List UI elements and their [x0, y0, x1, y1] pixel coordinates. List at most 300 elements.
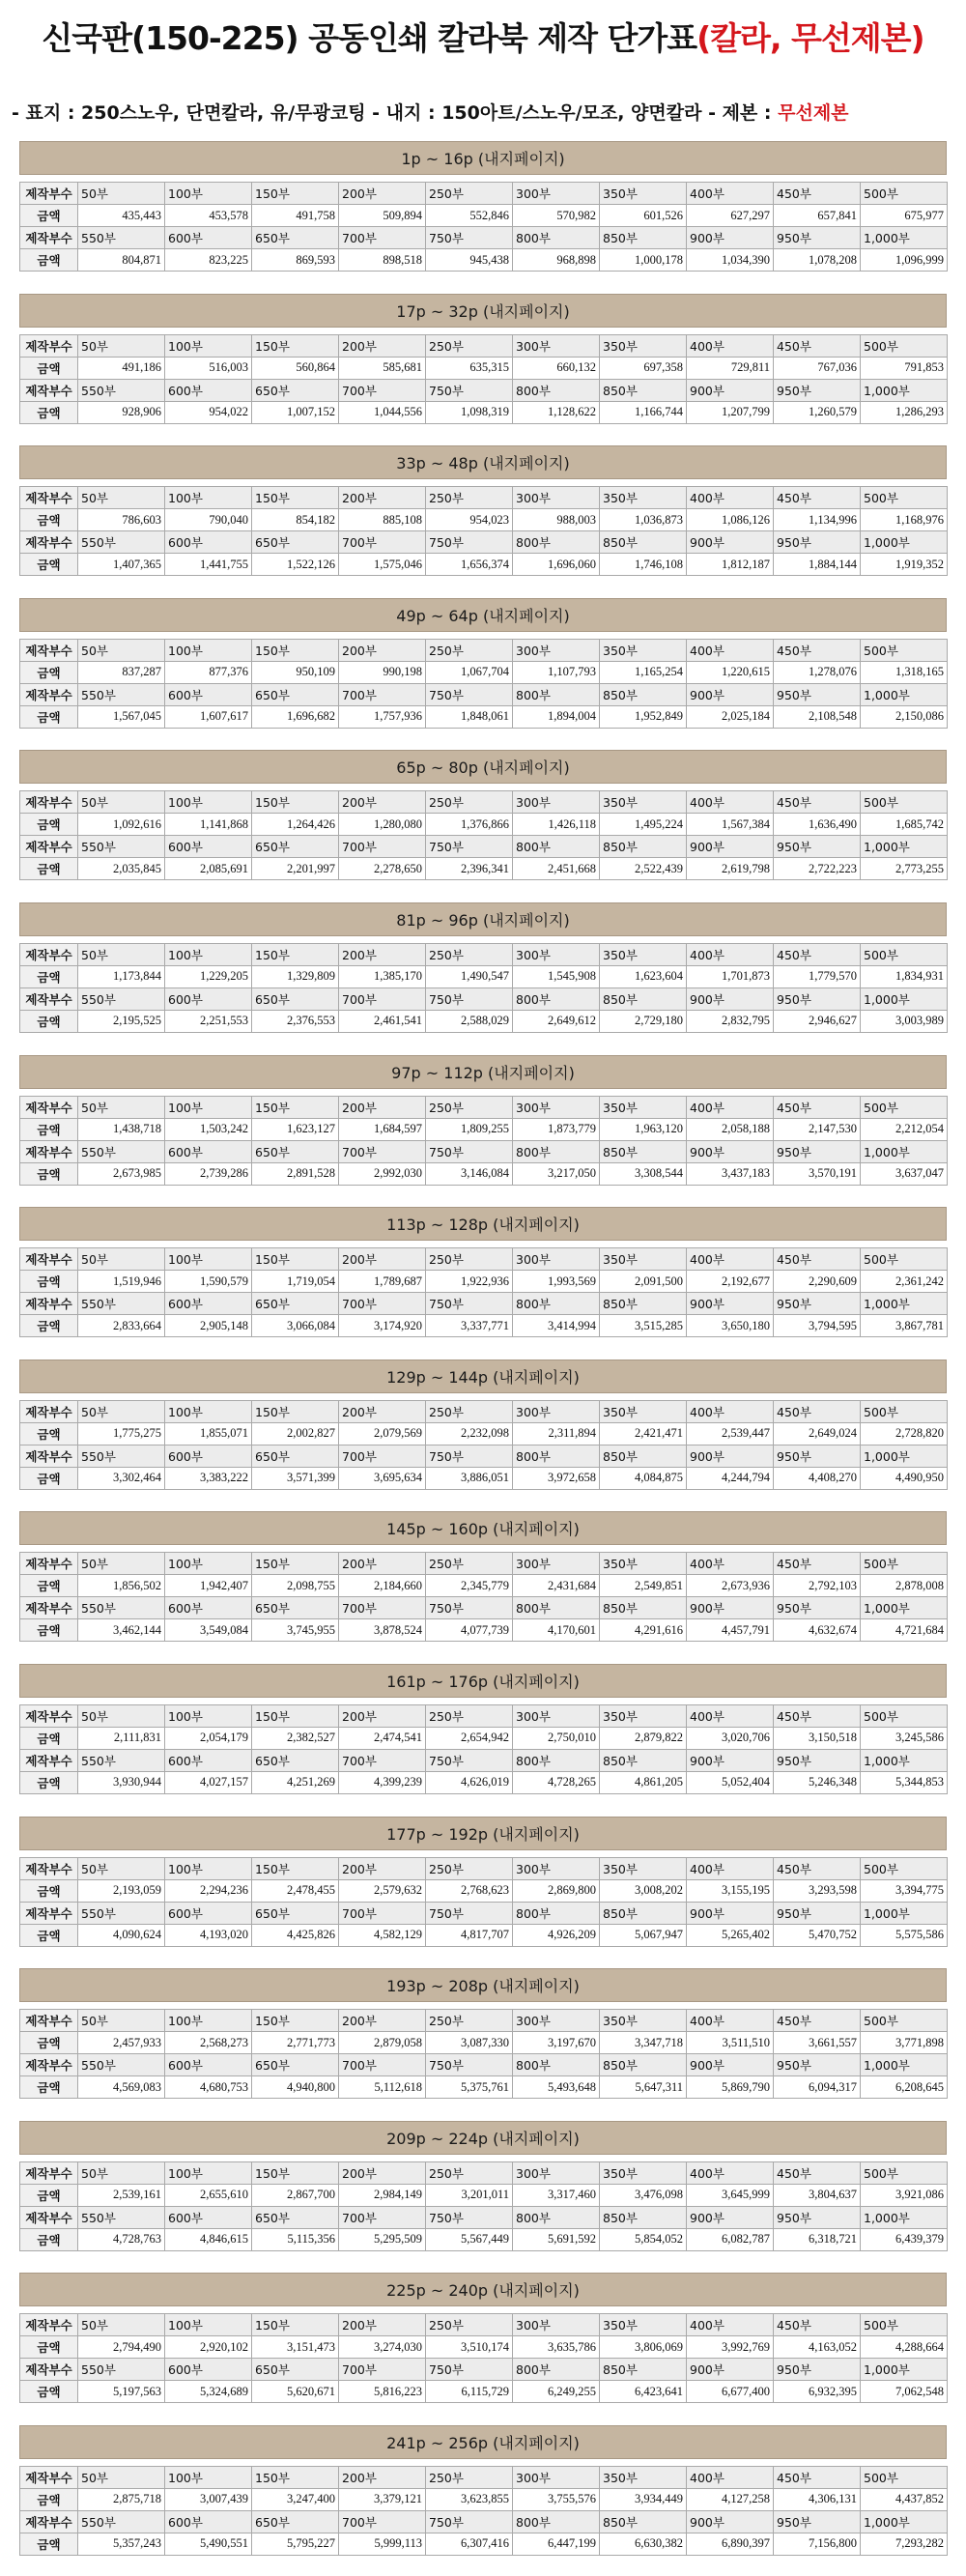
price-cell: 5,816,223 [339, 2381, 426, 2403]
quantity-cell: 550부 [78, 987, 165, 1010]
quantity-cell: 150부 [252, 2466, 339, 2488]
amount-label: 금액 [20, 1467, 78, 1489]
price-section [19, 1817, 947, 1953]
quantity-row [20, 1293, 948, 1315]
quantity-cell: 100부 [165, 1704, 252, 1727]
price-cell: 6,094,317 [774, 2076, 861, 2099]
quantity-cell: 700부 [339, 1597, 426, 1619]
price-cell: 5,197,563 [78, 2381, 165, 2403]
price-cell: 1,098,319 [426, 401, 513, 423]
price-cell: 1,919,352 [861, 554, 948, 576]
price-cell: 1,757,936 [339, 705, 426, 728]
price-cell: 5,999,113 [339, 2533, 426, 2555]
quantity-label: 제작부수 [20, 487, 78, 509]
price-cell: 990,198 [339, 661, 426, 683]
price-cell: 6,318,721 [774, 2228, 861, 2250]
price-cell: 1,036,873 [600, 509, 687, 531]
quantity-cell: 600부 [165, 379, 252, 401]
quantity-row [20, 2206, 948, 2228]
quantity-cell: 850부 [600, 836, 687, 858]
quantity-cell: 650부 [252, 531, 339, 554]
quantity-cell: 900부 [687, 1293, 774, 1315]
quantity-cell: 950부 [774, 2510, 861, 2533]
price-cell: 3,245,586 [861, 1727, 948, 1749]
amount-label: 금액 [20, 1162, 78, 1185]
quantity-cell: 200부 [339, 1096, 426, 1118]
quantity-cell: 700부 [339, 1749, 426, 1771]
price-cell: 2,992,030 [339, 1162, 426, 1185]
quantity-cell: 950부 [774, 1293, 861, 1315]
price-cell: 2,382,527 [252, 1727, 339, 1749]
amount-row [20, 2533, 948, 2555]
quantity-cell: 200부 [339, 1400, 426, 1422]
price-cell: 3,247,400 [252, 2488, 339, 2510]
quantity-cell: 600부 [165, 531, 252, 554]
quantity-cell: 350부 [600, 2466, 687, 2488]
price-cell: 2,232,098 [426, 1422, 513, 1445]
quantity-cell: 700부 [339, 683, 426, 705]
price-cell: 2,079,569 [339, 1422, 426, 1445]
price-section [19, 1968, 947, 2104]
price-cell: 5,357,243 [78, 2533, 165, 2555]
price-cell: 2,768,623 [426, 1879, 513, 1902]
price-cell: 869,593 [252, 249, 339, 272]
amount-row [20, 2228, 948, 2250]
quantity-cell: 500부 [861, 487, 948, 509]
price-cell: 1,884,144 [774, 554, 861, 576]
quantity-cell: 800부 [513, 2359, 600, 2381]
quantity-label: 제작부수 [20, 1857, 78, 1879]
price-cell: 2,098,755 [252, 1575, 339, 1597]
quantity-cell: 950부 [774, 379, 861, 401]
amount-row [20, 1162, 948, 1185]
price-cell: 5,470,752 [774, 1924, 861, 1946]
price-cell: 4,288,664 [861, 2336, 948, 2359]
quantity-cell: 600부 [165, 2206, 252, 2228]
price-cell: 1,922,936 [426, 1271, 513, 1293]
price-cell: 1,623,127 [252, 1118, 339, 1140]
quantity-cell: 500부 [861, 1096, 948, 1118]
quantity-cell: 1,000부 [861, 2359, 948, 2381]
price-cell: 3,087,330 [426, 2032, 513, 2054]
quantity-cell: 350부 [600, 183, 687, 205]
quantity-cell: 1,000부 [861, 2510, 948, 2533]
quantity-cell: 850부 [600, 379, 687, 401]
amount-row [20, 2184, 948, 2206]
price-table [19, 2009, 948, 2099]
price-cell: 6,890,397 [687, 2533, 774, 2555]
amount-label: 금액 [20, 1010, 78, 1032]
quantity-row [20, 639, 948, 661]
price-cell: 2,794,490 [78, 2336, 165, 2359]
quantity-cell: 400부 [687, 1857, 774, 1879]
quantity-cell: 400부 [687, 639, 774, 661]
price-cell: 1,993,569 [513, 1271, 600, 1293]
quantity-label: 제작부수 [20, 1704, 78, 1727]
quantity-cell: 200부 [339, 943, 426, 965]
quantity-cell: 900부 [687, 1597, 774, 1619]
price-cell: 2,549,851 [600, 1575, 687, 1597]
quantity-cell: 350부 [600, 487, 687, 509]
quantity-cell: 800부 [513, 1902, 600, 1924]
price-cell: 3,645,999 [687, 2184, 774, 2206]
quantity-cell: 800부 [513, 2054, 600, 2076]
quantity-row [20, 2161, 948, 2184]
quantity-cell: 250부 [426, 2161, 513, 2184]
price-cell: 435,443 [78, 205, 165, 227]
amount-row [20, 661, 948, 683]
amount-row [20, 1467, 948, 1489]
price-cell: 2,108,548 [774, 705, 861, 728]
quantity-cell: 800부 [513, 683, 600, 705]
price-cell: 4,632,674 [774, 1619, 861, 1642]
quantity-cell: 700부 [339, 531, 426, 554]
quantity-cell: 350부 [600, 2161, 687, 2184]
price-cell: 3,462,144 [78, 1619, 165, 1642]
price-cell: 1,746,108 [600, 554, 687, 576]
amount-row [20, 1010, 948, 1032]
price-cell: 3,020,706 [687, 1727, 774, 1749]
price-cell: 3,476,098 [600, 2184, 687, 2206]
quantity-cell: 300부 [513, 1248, 600, 1271]
quantity-row [20, 987, 948, 1010]
price-cell: 585,681 [339, 357, 426, 379]
price-cell: 804,871 [78, 249, 165, 272]
price-cell: 1,684,597 [339, 1118, 426, 1140]
amount-row [20, 2381, 948, 2403]
quantity-cell: 600부 [165, 1902, 252, 1924]
quantity-cell: 400부 [687, 2314, 774, 2336]
quantity-cell: 1,000부 [861, 683, 948, 705]
price-cell: 3,635,786 [513, 2336, 600, 2359]
quantity-row [20, 1857, 948, 1879]
quantity-cell: 50부 [78, 943, 165, 965]
quantity-cell: 400부 [687, 791, 774, 814]
amount-row [20, 1727, 948, 1749]
quantity-cell: 650부 [252, 2359, 339, 2381]
price-cell: 5,265,402 [687, 1924, 774, 1946]
section-header: 1p ~ 16p (내지페이지) [19, 141, 947, 175]
quantity-cell: 750부 [426, 2054, 513, 2076]
quantity-cell: 100부 [165, 2466, 252, 2488]
quantity-cell: 300부 [513, 183, 600, 205]
quantity-cell: 550부 [78, 1140, 165, 1162]
price-section [19, 1055, 947, 1191]
price-cell: 729,811 [687, 357, 774, 379]
price-cell: 2,832,795 [687, 1010, 774, 1032]
quantity-cell: 350부 [600, 1704, 687, 1727]
quantity-cell: 650부 [252, 379, 339, 401]
quantity-cell: 650부 [252, 2510, 339, 2533]
price-cell: 6,630,382 [600, 2533, 687, 2555]
quantity-label: 제작부수 [20, 1597, 78, 1619]
price-cell: 5,854,052 [600, 2228, 687, 2250]
quantity-cell: 700부 [339, 987, 426, 1010]
price-cell: 3,661,557 [774, 2032, 861, 2054]
quantity-cell: 550부 [78, 2206, 165, 2228]
amount-label: 금액 [20, 858, 78, 880]
price-cell: 1,809,255 [426, 1118, 513, 1140]
amount-row [20, 1924, 948, 1946]
price-cell: 3,437,183 [687, 1162, 774, 1185]
title-accent: (칼라, 무선제본) [696, 19, 924, 57]
quantity-cell: 1,000부 [861, 987, 948, 1010]
quantity-cell: 200부 [339, 1248, 426, 1271]
price-cell: 3,806,069 [600, 2336, 687, 2359]
price-cell: 1,286,293 [861, 401, 948, 423]
quantity-row [20, 1400, 948, 1422]
quantity-cell: 650부 [252, 227, 339, 249]
price-cell: 3,867,781 [861, 1315, 948, 1337]
quantity-cell: 500부 [861, 2314, 948, 2336]
quantity-cell: 250부 [426, 791, 513, 814]
quantity-cell: 950부 [774, 531, 861, 554]
quantity-cell: 800부 [513, 987, 600, 1010]
quantity-cell: 950부 [774, 683, 861, 705]
quantity-cell: 800부 [513, 531, 600, 554]
quantity-cell: 850부 [600, 683, 687, 705]
quantity-cell: 900부 [687, 1445, 774, 1467]
price-cell: 1,329,809 [252, 965, 339, 987]
quantity-row [20, 379, 948, 401]
amount-row [20, 814, 948, 836]
quantity-cell: 900부 [687, 1749, 774, 1771]
price-cell: 516,003 [165, 357, 252, 379]
quantity-cell: 250부 [426, 2466, 513, 2488]
price-cell: 1,092,616 [78, 814, 165, 836]
quantity-label: 제작부수 [20, 2359, 78, 2381]
quantity-cell: 1,000부 [861, 1293, 948, 1315]
quantity-cell: 50부 [78, 2466, 165, 2488]
quantity-cell: 900부 [687, 683, 774, 705]
quantity-row [20, 1553, 948, 1575]
price-cell: 790,040 [165, 509, 252, 531]
price-cell: 2,891,528 [252, 1162, 339, 1185]
quantity-label: 제작부수 [20, 987, 78, 1010]
quantity-cell: 550부 [78, 2510, 165, 2533]
price-cell: 4,490,950 [861, 1467, 948, 1489]
quantity-cell: 750부 [426, 1597, 513, 1619]
price-cell: 950,109 [252, 661, 339, 683]
quantity-cell: 200부 [339, 791, 426, 814]
price-cell: 4,408,270 [774, 1467, 861, 1489]
quantity-cell: 400부 [687, 2010, 774, 2032]
quantity-row [20, 836, 948, 858]
amount-label: 금액 [20, 705, 78, 728]
quantity-cell: 200부 [339, 2010, 426, 2032]
price-cell: 3,804,637 [774, 2184, 861, 2206]
quantity-cell: 450부 [774, 1400, 861, 1422]
amount-row [20, 2032, 948, 2054]
quantity-row [20, 683, 948, 705]
quantity-cell: 400부 [687, 1704, 774, 1727]
price-section [19, 2121, 947, 2257]
price-cell: 2,201,997 [252, 858, 339, 880]
quantity-cell: 50부 [78, 2161, 165, 2184]
price-cell: 4,680,753 [165, 2076, 252, 2099]
price-table [19, 943, 948, 1033]
quantity-cell: 100부 [165, 639, 252, 661]
quantity-cell: 950부 [774, 987, 861, 1010]
price-section [19, 598, 947, 734]
quantity-cell: 100부 [165, 1857, 252, 1879]
price-cell: 3,515,285 [600, 1315, 687, 1337]
price-cell: 1,696,682 [252, 705, 339, 728]
quantity-cell: 450부 [774, 1553, 861, 1575]
quantity-cell: 300부 [513, 1096, 600, 1118]
price-cell: 6,677,400 [687, 2381, 774, 2403]
page-title [0, 14, 966, 59]
quantity-cell: 50부 [78, 2314, 165, 2336]
quantity-cell: 600부 [165, 1597, 252, 1619]
price-cell: 2,058,188 [687, 1118, 774, 1140]
price-cell: 1,260,579 [774, 401, 861, 423]
price-cell: 4,817,707 [426, 1924, 513, 1946]
quantity-label: 제작부수 [20, 2466, 78, 2488]
quantity-cell: 150부 [252, 1704, 339, 1727]
price-cell: 1,894,004 [513, 705, 600, 728]
quantity-cell: 200부 [339, 2314, 426, 2336]
quantity-cell: 1,000부 [861, 1749, 948, 1771]
price-cell: 1,318,165 [861, 661, 948, 683]
price-cell: 1,856,502 [78, 1575, 165, 1597]
price-cell: 2,091,500 [600, 1271, 687, 1293]
quantity-cell: 850부 [600, 2206, 687, 2228]
quantity-cell: 450부 [774, 791, 861, 814]
price-cell: 1,590,579 [165, 1271, 252, 1293]
price-cell: 1,942,407 [165, 1575, 252, 1597]
quantity-cell: 50부 [78, 639, 165, 661]
price-cell: 1,086,126 [687, 509, 774, 531]
amount-label: 금액 [20, 1727, 78, 1749]
quantity-cell: 150부 [252, 1400, 339, 1422]
amount-label: 금액 [20, 2032, 78, 2054]
quantity-cell: 950부 [774, 1597, 861, 1619]
price-section [19, 1511, 947, 1647]
amount-label: 금액 [20, 1879, 78, 1902]
price-cell: 3,771,898 [861, 2032, 948, 2054]
price-cell: 697,358 [600, 357, 687, 379]
price-cell: 1,519,946 [78, 1271, 165, 1293]
price-cell: 2,539,447 [687, 1422, 774, 1445]
quantity-cell: 550부 [78, 2359, 165, 2381]
quantity-cell: 750부 [426, 2359, 513, 2381]
quantity-cell: 650부 [252, 683, 339, 705]
price-cell: 2,869,800 [513, 1879, 600, 1902]
price-cell: 3,650,180 [687, 1315, 774, 1337]
price-cell: 4,437,852 [861, 2488, 948, 2510]
quantity-cell: 450부 [774, 2466, 861, 2488]
price-table [19, 1704, 948, 1794]
price-cell: 1,229,205 [165, 965, 252, 987]
section-header: 161p ~ 176p (내지페이지) [19, 1664, 947, 1698]
quantity-row [20, 334, 948, 357]
amount-label: 금액 [20, 205, 78, 227]
price-table [19, 790, 948, 880]
quantity-row [20, 183, 948, 205]
quantity-cell: 900부 [687, 987, 774, 1010]
price-cell: 1,044,556 [339, 401, 426, 423]
amount-label: 금액 [20, 1271, 78, 1293]
amount-row [20, 2076, 948, 2099]
price-cell: 4,306,131 [774, 2488, 861, 2510]
quantity-cell: 1,000부 [861, 1597, 948, 1619]
quantity-row [20, 1597, 948, 1619]
price-cell: 2,150,086 [861, 705, 948, 728]
price-cell: 5,575,586 [861, 1924, 948, 1946]
quantity-cell: 350부 [600, 1857, 687, 1879]
quantity-cell: 50부 [78, 1400, 165, 1422]
quantity-cell: 50부 [78, 791, 165, 814]
quantity-cell: 50부 [78, 1704, 165, 1727]
section-header: 241p ~ 256p (내지페이지) [19, 2425, 947, 2459]
quantity-cell: 950부 [774, 2054, 861, 2076]
quantity-cell: 700부 [339, 2054, 426, 2076]
quantity-cell: 100부 [165, 183, 252, 205]
quantity-cell: 550부 [78, 683, 165, 705]
price-cell: 5,869,790 [687, 2076, 774, 2099]
price-cell: 1,848,061 [426, 705, 513, 728]
price-table [19, 1857, 948, 1947]
price-cell: 2,879,058 [339, 2032, 426, 2054]
quantity-cell: 900부 [687, 1140, 774, 1162]
quantity-cell: 1,000부 [861, 1445, 948, 1467]
quantity-cell: 1,000부 [861, 227, 948, 249]
amount-row [20, 2488, 948, 2510]
quantity-cell: 500부 [861, 791, 948, 814]
price-cell: 1,173,844 [78, 965, 165, 987]
quantity-cell: 700부 [339, 2359, 426, 2381]
price-cell: 1,407,365 [78, 554, 165, 576]
quantity-cell: 800부 [513, 836, 600, 858]
price-cell: 2,649,024 [774, 1422, 861, 1445]
quantity-cell: 100부 [165, 1400, 252, 1422]
quantity-cell: 1,000부 [861, 836, 948, 858]
price-cell: 968,898 [513, 249, 600, 272]
section-header: 17p ~ 32p (내지페이지) [19, 294, 947, 328]
quantity-cell: 150부 [252, 943, 339, 965]
price-cell: 3,197,670 [513, 2032, 600, 2054]
price-cell: 1,134,996 [774, 509, 861, 531]
price-cell: 2,457,933 [78, 2032, 165, 2054]
quantity-cell: 300부 [513, 943, 600, 965]
price-cell: 3,394,775 [861, 1879, 948, 1902]
price-table [19, 2466, 948, 2556]
quantity-cell: 150부 [252, 1553, 339, 1575]
price-cell: 1,376,866 [426, 814, 513, 836]
quantity-row [20, 791, 948, 814]
price-cell: 2,085,691 [165, 858, 252, 880]
quantity-cell: 700부 [339, 1445, 426, 1467]
price-cell: 2,054,179 [165, 1727, 252, 1749]
quantity-label: 제작부수 [20, 683, 78, 705]
price-cell: 2,193,059 [78, 1879, 165, 1902]
price-cell: 3,794,595 [774, 1315, 861, 1337]
price-cell: 1,207,799 [687, 401, 774, 423]
quantity-label: 제작부수 [20, 1553, 78, 1575]
price-cell: 4,425,826 [252, 1924, 339, 1946]
quantity-cell: 650부 [252, 836, 339, 858]
quantity-cell: 250부 [426, 2314, 513, 2336]
quantity-cell: 500부 [861, 1857, 948, 1879]
price-cell: 2,905,148 [165, 1315, 252, 1337]
price-cell: 4,399,239 [339, 1771, 426, 1793]
quantity-cell: 50부 [78, 487, 165, 509]
quantity-cell: 250부 [426, 943, 513, 965]
quantity-cell: 100부 [165, 2161, 252, 2184]
quantity-cell: 800부 [513, 1293, 600, 1315]
amount-row [20, 2336, 948, 2359]
